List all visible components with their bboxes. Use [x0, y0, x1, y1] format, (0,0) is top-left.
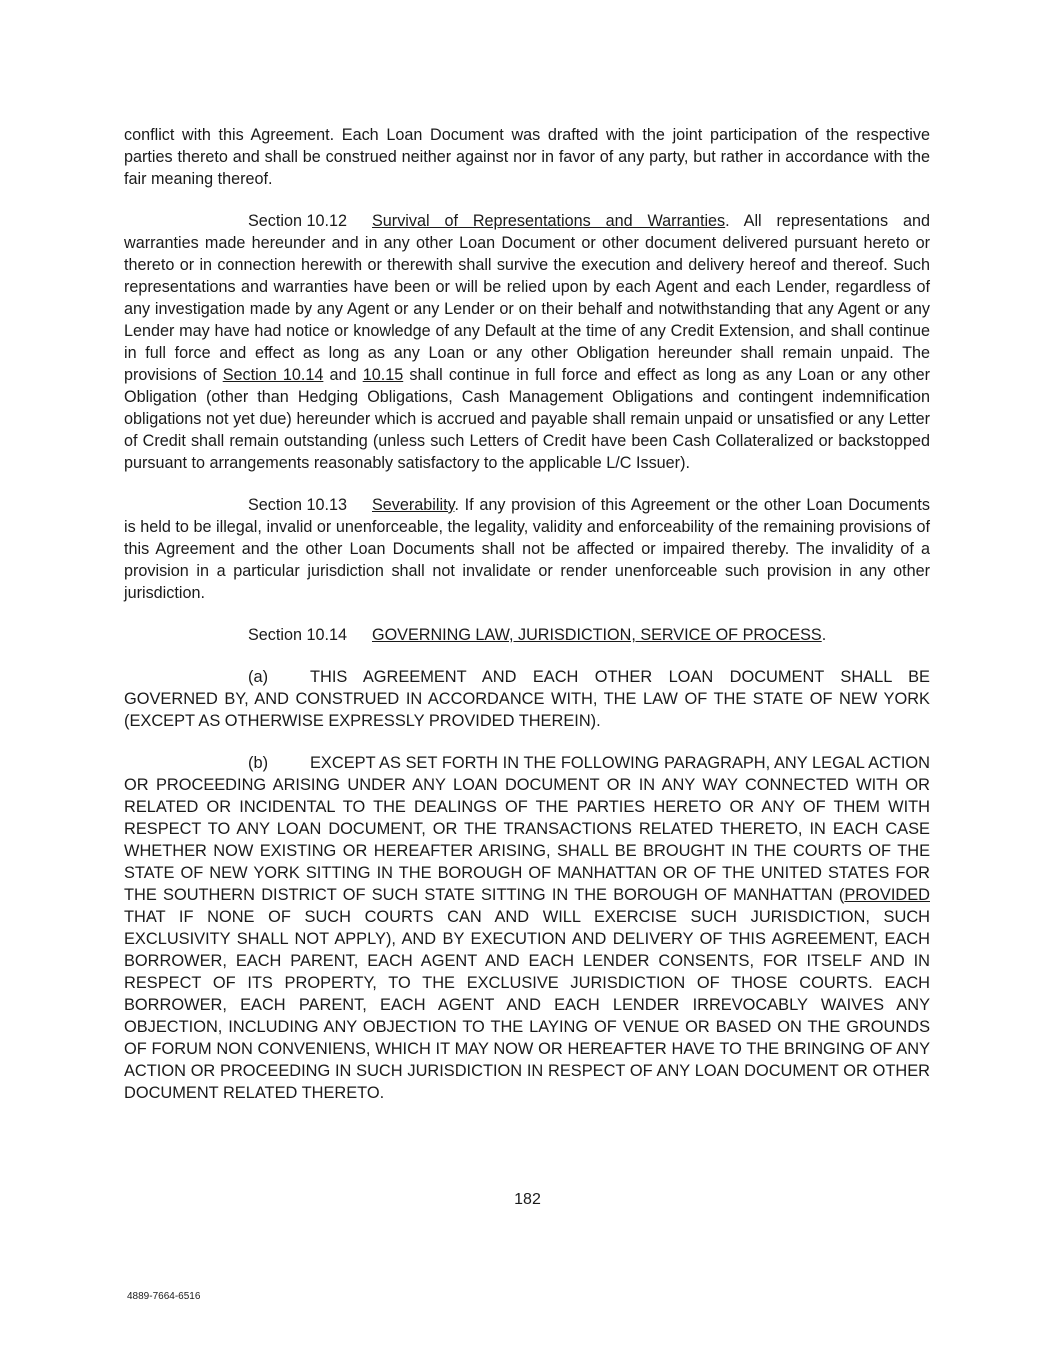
section-10-12-paragraph — [124, 210, 930, 474]
section-10-14-sub-b — [124, 752, 930, 1104]
section-10-12-body-1: . All representations and warranties made hereunder and in any other Loan Document or other document delivered pursuant hereto or thereto or in connection herewith or therewith shall survive the execution and delivery hereof and thereof. Such representations and warranties have been or will be relied upon by each Agent and each Lender, regardless of any investigation made by any Agent or any Lender or on their behalf and notwithstanding that any Agent or any Lender may have had notice or knowledge of any Default at the time of any Credit Extension, and shall continue in full force and effect as long as any Loan or any other Obligation hereunder shall remain unpaid. The provisions of — [124, 212, 930, 384]
section-10-14-number: Section 10.14 — [248, 626, 347, 644]
section-10-13-body: . If any provision of this Agreement or the other Loan Documents is held to be illegal, invalid or unenforceable, the legality, validity and enforceability of the remaining provisions of this Agreement and the other Loan Documents shall not be affected or impaired thereby. The invalidity of a provision in a particular jurisdiction shall not invalidate or render unenforceable such provision in any other jurisdiction. — [124, 496, 930, 602]
section-10-12-and: and — [323, 366, 363, 384]
continuation-text: conflict with this Agreement. Each Loan Document was drafted with the joint participation of the respective parties thereto and shall be construed neither against nor in favor of any party, but rather in accordance with the fair meaning thereof. — [124, 126, 930, 188]
section-10-12-body-2: shall continue in full force and effect as long as any Loan or any other Obligation (other than Hedging Obligations, Cash Management Obligations and contingent indemnification obligations not yet due) hereunder which is accrued and payable shall remain unpaid or unsatisfied or any Letter of Credit shall remain outstanding (unless such Letters of Credit have been Cash Collateralized or backstopped pursuant to arrangements reasonably satisfactory to the applicable L/C Issuer). — [124, 366, 930, 472]
section-10-14-reference: Section 10.14 — [222, 366, 324, 384]
sub-b-provided: PROVIDED — [844, 886, 930, 904]
section-10-14-title: GOVERNING LAW, JURISDICTION, SERVICE OF PROCESS — [372, 626, 822, 644]
sub-a-text: THIS AGREEMENT AND EACH OTHER LOAN DOCUMENT SHALL BE GOVERNED BY, AND CONSTRUED IN ACCORDANCE WITH, THE LAW OF THE STATE OF NEW YORK (EXCEPT AS OTHERWISE EXPRESSLY PROVIDED THEREIN). — [124, 668, 930, 730]
sub-b-text-2: THAT IF NONE OF SUCH COURTS CAN AND WILL EXERCISE SUCH JURISDICTION, SUCH EXCLUSIVITY SHALL NOT APPLY), AND BY EXECUTION AND DELIVERY OF THIS AGREEMENT, EACH BORROWER, EACH PARENT, EACH AGENT AND EACH LENDER CONSENTS, FOR ITSELF AND IN RESPECT OF ITS PROPERTY, TO THE EXCLUSIVE JURISDICTION OF THOSE COURTS. EACH BORROWER, EACH PARENT, EACH AGENT AND EACH LENDER IRREVOCABLY WAIVES ANY OBJECTION, INCLUDING ANY OBJECTION TO THE LAYING OF VENUE OR BASED ON THE GROUNDS OF FORUM NON CONVENIENS, WHICH IT MAY NOW OR HEREAFTER HAVE TO THE BRINGING OF ANY ACTION OR PROCEEDING IN SUCH JURISDICTION IN RESPECT OF ANY LOAN DOCUMENT OR OTHER DOCUMENT RELATED THERETO. — [124, 908, 930, 1102]
sub-a-label: (a) — [248, 668, 269, 686]
document-page — [124, 124, 930, 1124]
sub-b-label: (b) — [248, 754, 269, 772]
section-10-12-number: Section 10.12 — [248, 212, 347, 230]
section-10-14-sub-a — [124, 666, 930, 732]
sub-b-text-1: EXCEPT AS SET FORTH IN THE FOLLOWING PARAGRAPH, ANY LEGAL ACTION OR PROCEEDING ARISING UNDER ANY LOAN DOCUMENT OR IN ANY WAY CONNECTED WITH OR RELATED OR INCIDENTAL TO THE DEALINGS OF THE PARTIES HERETO OR ANY OF THEM WITH RESPECT TO ANY LOAN DOCUMENT, OR THE TRANSACTIONS RELATED THERETO, IN EACH CASE WHETHER NOW EXISTING OR HEREAFTER ARISING, SHALL BE BROUGHT IN THE COURTS OF THE STATE OF NEW YORK SITTING IN THE BOROUGH OF MANHATTAN OR OF THE UNITED STATES FOR THE SOUTHERN DISTRICT OF SUCH STATE SITTING IN THE BOROUGH OF MANHATTAN ( — [124, 754, 930, 904]
section-10-14-period: . — [821, 626, 827, 644]
section-10-13-title: Severability — [372, 496, 455, 514]
continuation-paragraph — [124, 124, 930, 190]
section-10-13-number: Section 10.13 — [248, 496, 347, 514]
section-10-12-title: Survival of Representations and Warranties — [372, 212, 726, 230]
section-10-14-heading — [124, 624, 930, 646]
document-id: 4889-7664-6516 — [127, 1291, 201, 1302]
section-10-15-reference: 10.15 — [362, 366, 404, 384]
page-number: 182 — [514, 1191, 541, 1208]
section-10-13-paragraph — [124, 494, 930, 604]
